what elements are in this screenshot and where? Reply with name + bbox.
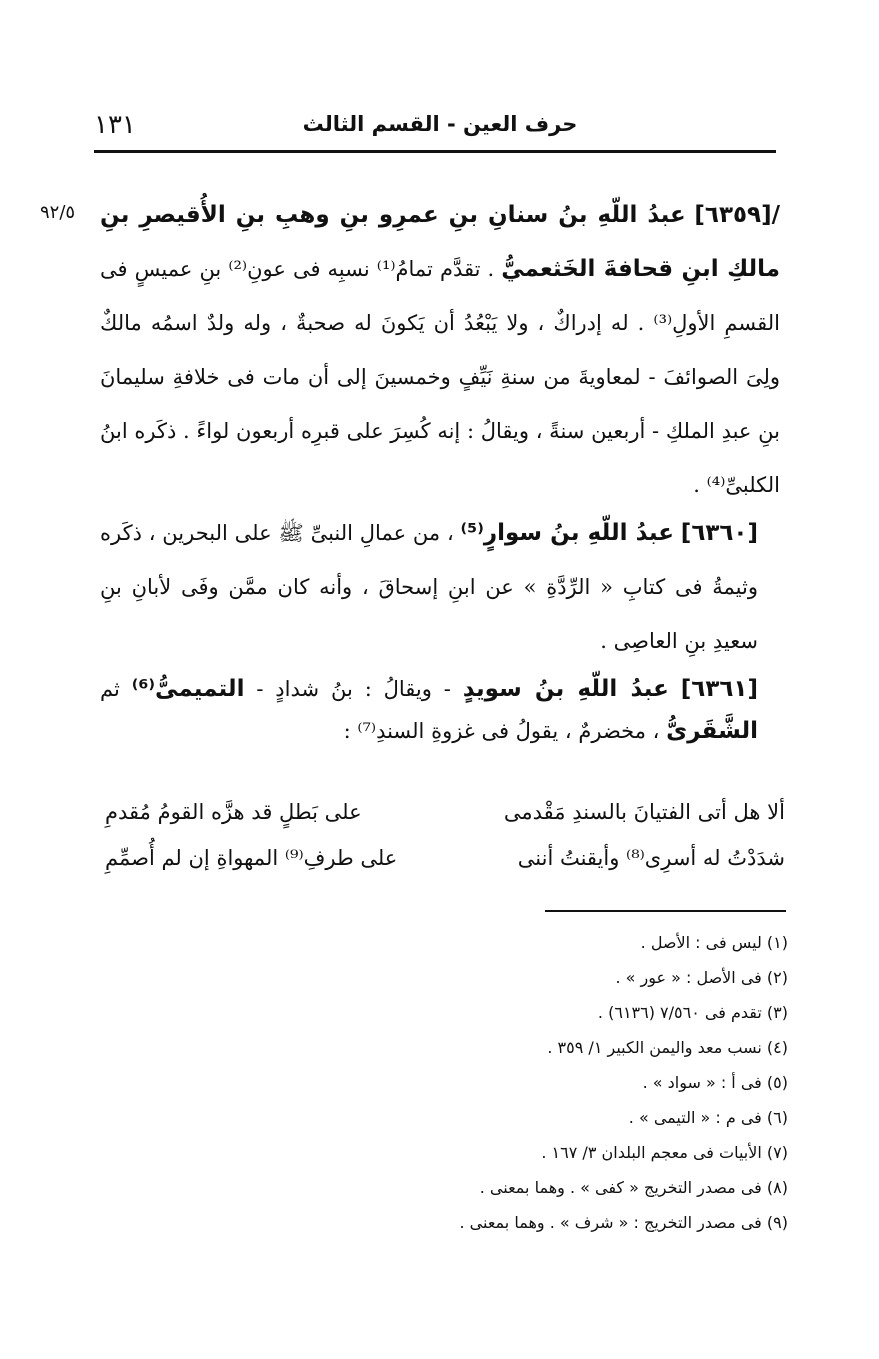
entry-text: . تقدَّم تمامُ⁽¹⁾ نسبِه فى عونِ⁽²⁾ بنِ عميسٍ فى القسمِ الأولِ⁽³⁾ . له إدراكٌ ، ولا يَبْعُدُ أن يَكونَ له صحبةٌ ، وله ولدٌ اسمُه مالكٌ ولِىَ الصوائفَ - لمعاويةَ من سنةِ نَيِّفٍ وخمسينَ إلى أن مات فى خلافةِ سليمانَ بنِ عبدِ الملكِ - أربعين سنةً ، ويقالُ : إنه كُسِرَ على قبرِه أربعون لواءً . ذكَره ابنُ الكلبىِّ⁽⁴⁾ . [100,257,780,497]
entry-6359 [100,188,780,512]
footnote: (٧) الأبيات فى معجم البلدان ٣/ ١٦٧ . [541,1143,788,1162]
running-header: حرف العين - القسم الثالث [302,112,578,136]
footnotes [100,925,788,1240]
entry-nisba: الشَّقَرىُّ [666,718,758,744]
verse-second-hemistich: على بَطلٍ قد هزَّه القومُ مُقدمِ [105,800,362,824]
footnote-divider [545,910,786,912]
footnote: (٣) تقدم فى ٧/٥٦٠ (٦١٣٦) . [597,1003,788,1022]
entry-name: عبدُ اللّهِ بنُ سنانِ بنِ عمرِو بنِ وهبِ بنِ الأُقيصرِ بنِ مالكِ ابنِ قحافةَ الخَثعميُّ [100,202,781,282]
verse-first-hemistich: ألا هل أتى الفتيانَ بالسندِ مَقْدمى [503,800,785,824]
entry-text: ، من عمالِ النبىِّ ﷺ على البحرين ، ذكَره وثيمةُ فى كتابِ « الرِّدَّةِ » عن ابنِ إسحاقَ ، وأنه كان ممَّن وفَى لأبانِ بنِ سعيدِ بنِ العاصِى . [100,521,758,653]
footnote: (٩) فى مصدر التخريج : « شرف » . وهما بمعنى . [459,1213,788,1232]
verse-line [105,846,785,896]
footnote: (٨) فى مصدر التخريج « كفى » . وهما بمعنى . [479,1178,788,1197]
entry-text: ، مخضرمٌ ، يقولُ فى غزوةِ السندِ⁽⁷⁾ : [343,719,660,743]
entry-6360 [100,506,780,668]
verse-second-hemistich: على طرفِ⁽⁹⁾ المهواةِ إن لم أُصمِّمِ [105,846,398,870]
entry-slash: / [771,202,780,228]
margin-reference: ٩٢/٥ [40,202,76,223]
footnote: (٢) فى الأصل : « عور » . [615,968,788,987]
entry-number: [٦٣٦٠] [680,520,758,546]
entry-name: عبدُ اللّهِ بنُ سويدٍ [462,676,669,702]
verse-first-hemistich: شدَدْتُ له أسرِى⁽⁸⁾ وأيقنتُ أننى [517,846,785,870]
entry-text: ثم [100,677,120,701]
entry-name: عبدُ اللّهِ بنُ سوارٍ⁽⁵⁾ [460,520,674,546]
entry-6361 [100,668,780,752]
verse-line [105,800,785,850]
entry-number: [٦٣٦١] [680,676,758,702]
entry-nisba: التميمىُّ⁽⁶⁾ [131,676,245,702]
header-divider [94,150,776,153]
entry-number: [٦٣٥٩] [694,202,772,228]
footnote: (١) ليس فى : الأصل . [640,933,788,952]
entry-text: - ويقالُ : بنُ شدادٍ - [256,677,451,701]
page-number: ١٣١ [94,110,136,140]
footnote: (٤) نسب معد واليمن الكبير ١/ ٣٥٩ . [547,1038,788,1057]
footnote: (٦) فى م : « التيمى » . [628,1108,788,1127]
footnote: (٥) فى أ : « سواد » . [642,1073,788,1092]
